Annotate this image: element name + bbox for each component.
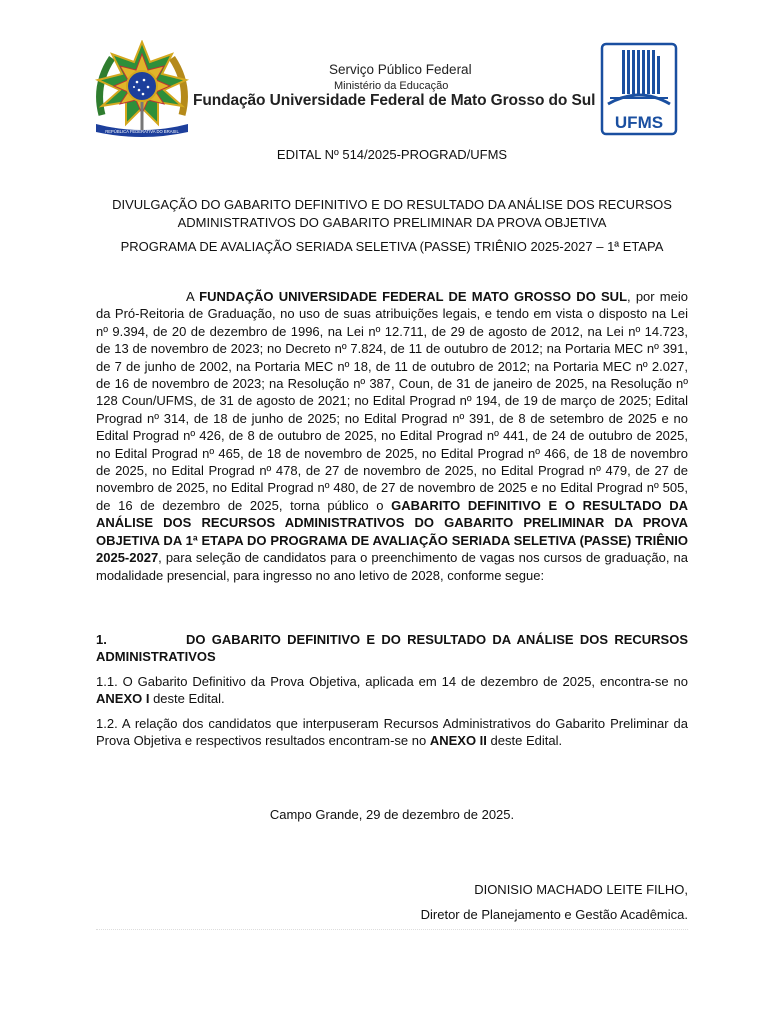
- item-1-1: [96, 673, 688, 708]
- ufms-logo-icon: [600, 42, 678, 136]
- program-title: PROGRAMA DE AVALIAÇÃO SERIADA SELETIVA (PASSE) TRIÊNIO 2025-2027 – 1ª ETAPA: [120, 239, 664, 254]
- preamble-subject: GABARITO DEFINITIVO E O RESULTADO DA ANÁLISE DOS RECURSOS ADMINISTRATIVOS DO GABARITO PRELIMINAR DA PROVA OBJETIVA DA 1ª ETAPA DO PROGRAMA DE AVALIAÇÃO SERIADA SELETIVA (PASSE) TRIÊNIO 2025-2027: [96, 497, 688, 566]
- place-date: Campo Grande, 29 de dezembro de 2025.: [269, 807, 515, 822]
- item-1-2-end: deste Edital.: [486, 733, 563, 749]
- item-1-2: [96, 715, 688, 750]
- annex-1-ref: ANEXO I: [96, 691, 150, 707]
- brazil-coat-of-arms-icon: [92, 40, 192, 140]
- item-1-1-end: deste Edital.: [149, 691, 225, 707]
- signer-role: Diretor de Planejamento e Gestão Acadêmica.: [420, 907, 688, 922]
- subject-line-1: DIVULGAÇÃO DO GABARITO DEFINITIVO E DO RESULTADO DA ANÁLISE DOS RECURSOS: [112, 197, 672, 212]
- header-line-servico: Serviço Público Federal: [329, 62, 472, 77]
- svg-text:REPÚBLICA FEDERATIVA DO BRASIL: REPÚBLICA FEDERATIVA DO BRASIL: [105, 129, 179, 134]
- signer-name: DIONISIO MACHADO LEITE FILHO,: [474, 882, 688, 897]
- ufms-logo-text: UFMS: [614, 113, 664, 132]
- edital-number: EDITAL Nº 514/2025-PROGRAD/UFMS: [276, 147, 508, 162]
- section-1-heading: [96, 631, 688, 666]
- document-subject: [96, 196, 688, 232]
- preamble-purpose: , para seleção de candidatos para o preenchimento de vagas nos cursos de graduação, na modalidade presencial, para ingresso no ano letivo de 2028, conforme segue:: [96, 550, 688, 583]
- subject-line-2: ADMINISTRATIVOS DO GABARITO PRELIMINAR DA PROVA OBJETIVA: [177, 215, 607, 230]
- header-line-fundacao: Fundação Universidade Federal de Mato Grosso do Sul: [193, 92, 596, 109]
- preamble-legal-basis: , por meio da Pró-Reitoria de Graduação, no uso de suas atribuições legais, e tendo em vista o disposto na Lei nº 9.394, de 20 de dezembro de 1996, na Lei nº 12.711, de 29 de agosto de 2012, na Lei nº 14.723, de 13 de novembro de 2023; no Decreto nº 7.824, de 11 de outubro de 2012; na Portaria MEC nº 391, de 7 de junho de 2002, na Portaria MEC nº 18, de 11 de outubro de 2012; na Portaria MEC nº 2.027, de 16 de novembro de 2023; na Resolução nº 387, Coun, de 31 de janeiro de 2025, na Resolução nº 128 Coun/UFMS, de 31 de agosto de 2021; no Edital Prograd nº 194, de 19 de março de 2025; Edital Prograd nº 314, de 18 de junho de 2025; no Edital Prograd nº 391, de 8 de setembro de 2025 e no Edital Prograd nº 426, de 8 de outubro de 2025, no Edital Prograd nº 441, de 24 de outubro de 2025, no Edital Prograd nº 465, de 18 de novembro de 2025, no Edital Prograd nº 466, de 18 de novembro de 2025, no Edital Prograd nº 478, de 27 de novembro de 2025, no Edital Prograd nº 479, de 27 de novembro de 2025, no Edital Prograd nº 480, de 27 de novembro de 2025 e no Edital Prograd nº 505, de 16 de dezembro de 2025, torna público o: [96, 289, 688, 513]
- section-1-number: 1.: [96, 632, 107, 647]
- document-header: [0, 0, 768, 140]
- item-1-2-text: 1.2. A relação dos candidatos que interpuseram Recursos Administrativos do Gabarito Preliminar da Prova Objetiva e respectivos resultados encontram-se no: [96, 716, 688, 749]
- section-1-title: DO GABARITO DEFINITIVO E DO RESULTADO DA ANÁLISE DOS RECURSOS ADMINISTRATIVOS: [96, 632, 688, 665]
- header-line-ministerio: Ministério da Educação: [334, 80, 449, 92]
- institution-name: FUNDAÇÃO UNIVERSIDADE FEDERAL DE MATO GROSSO DO SUL: [199, 289, 628, 304]
- footer-divider: [96, 929, 688, 930]
- preamble-prefix: A: [186, 289, 200, 304]
- item-1-1-text: 1.1. O Gabarito Definitivo da Prova Objetiva, aplicada em 14 de dezembro de 2025, encontra-se no: [96, 674, 688, 689]
- preamble-paragraph: [96, 288, 688, 584]
- annex-2-ref: ANEXO II: [429, 733, 487, 749]
